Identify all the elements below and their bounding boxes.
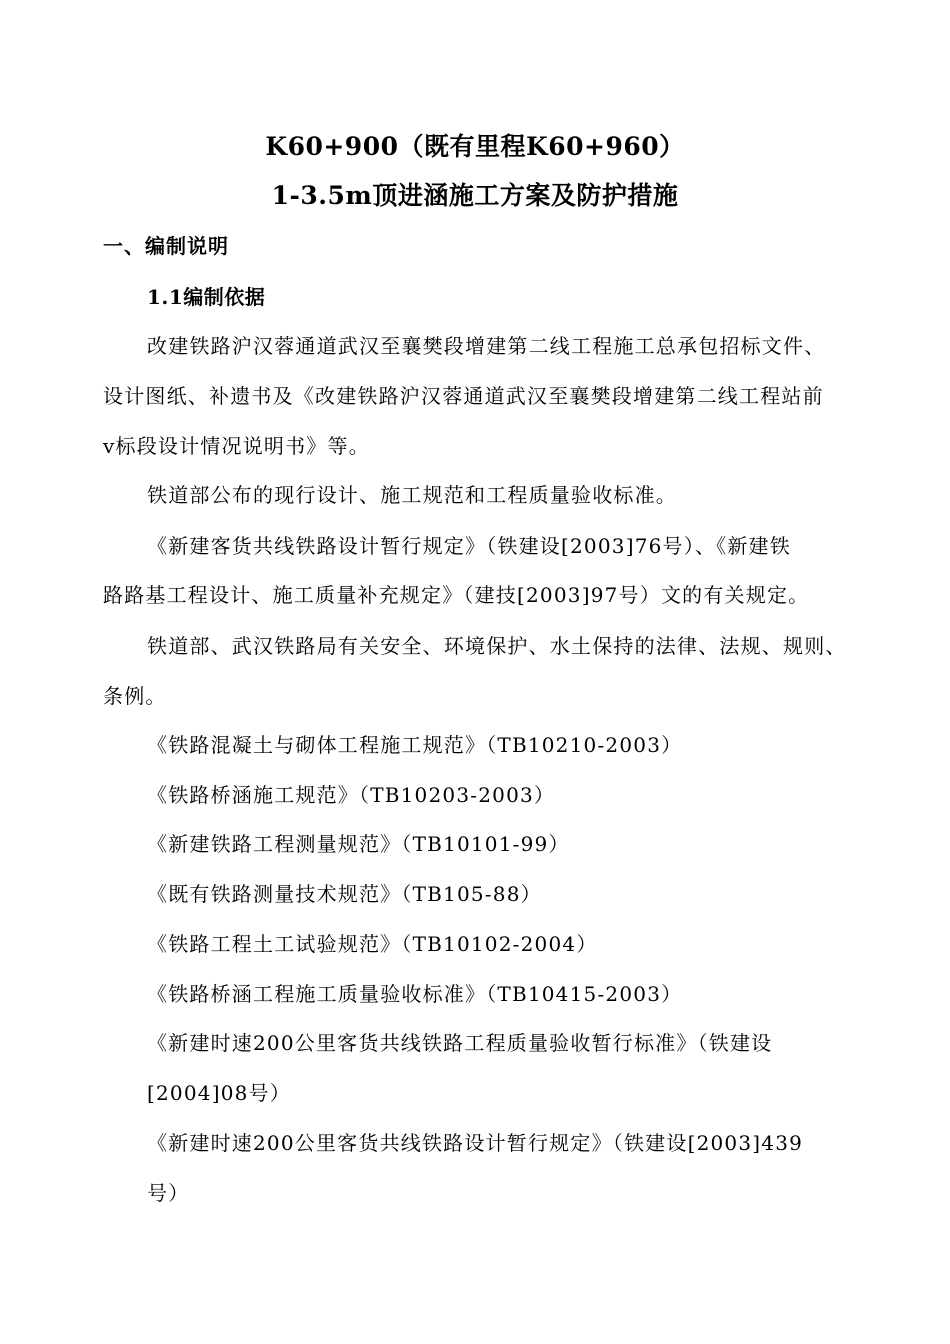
document-title-line-2: 1-3.5m顶进涵施工方案及防护措施 bbox=[271, 181, 679, 210]
reference-item: 《新建时速200公里客货共线铁路设计暂行规定》（铁建设[2003]439 bbox=[147, 1131, 804, 1155]
reference-item: 《新建铁路工程测量规范》（TB10101-99） bbox=[147, 832, 570, 856]
paragraph-line: 改建铁路沪汉蓉通道武汉至襄樊段增建第二线工程施工总承包招标文件、 bbox=[147, 334, 826, 358]
section-heading: 一、编制说明 bbox=[103, 234, 229, 258]
paragraph-line: 《新建客货共线铁路设计暂行规定》（铁建设[2003]76号）、《新建铁 bbox=[147, 534, 791, 558]
reference-item: 《铁路桥涵工程施工质量验收标准》（TB10415-2003） bbox=[147, 982, 683, 1006]
paragraph-line: 铁道部、武汉铁路局有关安全、环境保护、水土保持的法律、法规、规则、 bbox=[147, 634, 847, 658]
reference-item-continued: 号） bbox=[147, 1181, 190, 1205]
paragraph-line: 设计图纸、补遗书及《改建铁路沪汉蓉通道武汉至襄樊段增建第二线工程站前 bbox=[103, 384, 824, 408]
reference-item: 《铁路混凝土与砌体工程施工规范》（TB10210-2003） bbox=[147, 733, 683, 757]
subsection-heading: 1.1编制依据 bbox=[147, 285, 266, 309]
reference-item: 《新建时速200公里客货共线铁路工程质量验收暂行标准》（铁建设 bbox=[147, 1031, 773, 1055]
reference-item-continued: [2004]08号） bbox=[147, 1081, 291, 1105]
paragraph-line: 路路基工程设计、施工质量补充规定》（建技[2003]97号）文的有关规定。 bbox=[103, 583, 810, 607]
paragraph-line: 铁道部公布的现行设计、施工规范和工程质量验收标准。 bbox=[147, 483, 677, 507]
paragraph-line: 条例。 bbox=[103, 684, 167, 708]
reference-item: 《既有铁路测量技术规范》（TB105-88） bbox=[147, 882, 542, 906]
document-title-line-1: K60+900（既有里程K60+960） bbox=[265, 132, 685, 161]
paragraph-line: v标段设计情况说明书》等。 bbox=[103, 434, 370, 458]
reference-item: 《铁路桥涵施工规范》（TB10203-2003） bbox=[147, 783, 556, 807]
reference-item: 《铁路工程土工试验规范》（TB10102-2004） bbox=[147, 932, 598, 956]
